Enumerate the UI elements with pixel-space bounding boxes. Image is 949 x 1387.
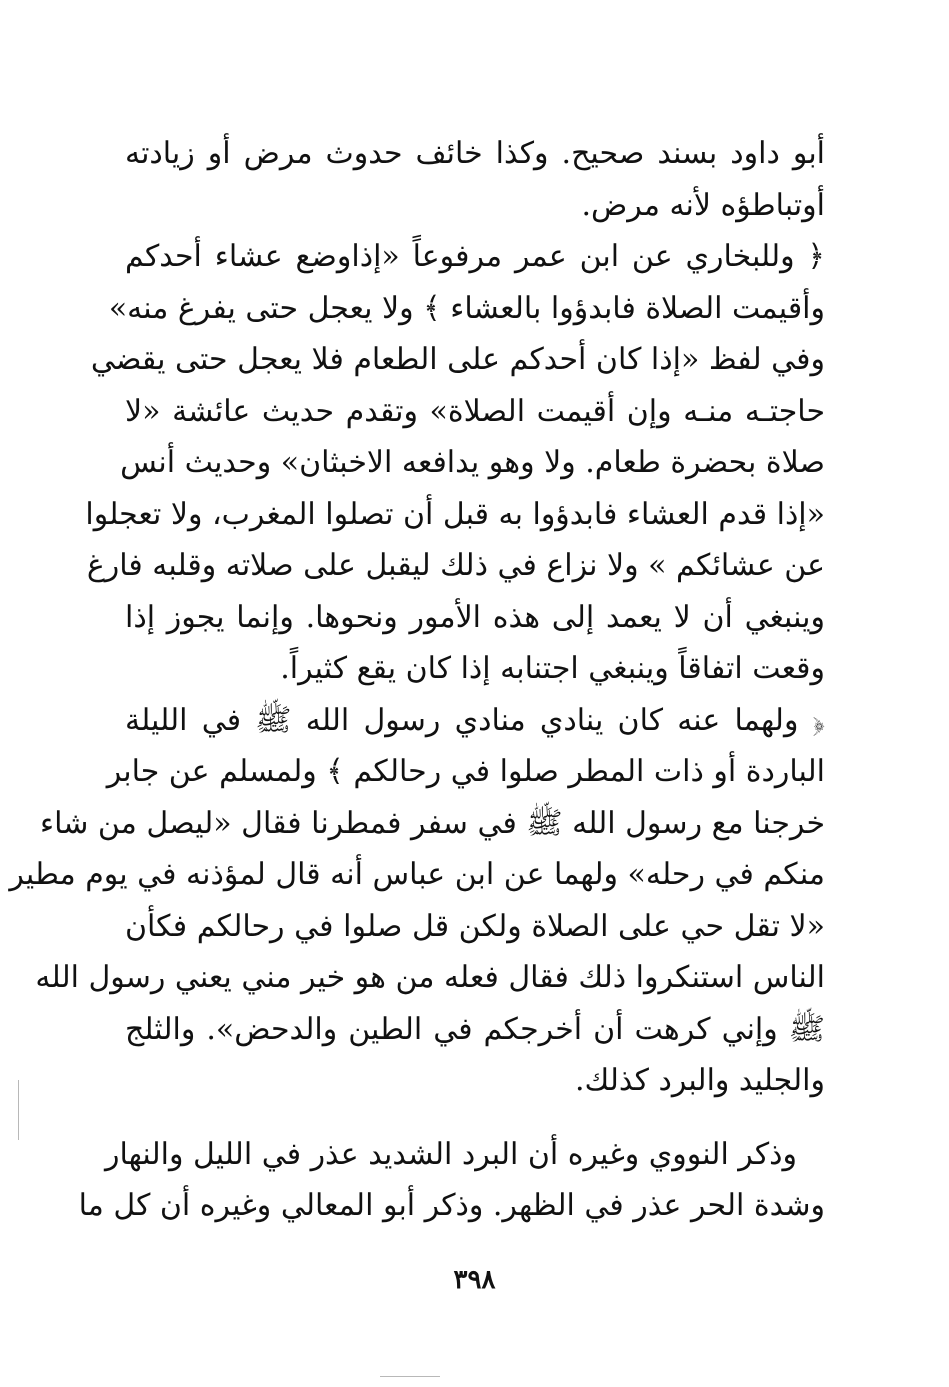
text-line: ﴿ وللبخاري عن ابن عمر مرفوعاً «إذاوضع عشاء أحدكم <box>125 239 825 274</box>
text-line: صلاة بحضرة طعام. ولا وهو يدافعه الاخبثان» وحديث أنس <box>120 445 825 480</box>
text-line: «لا تقل حي على الصلاة ولكن قل صلوا في رحالكم فكأن <box>125 908 825 944</box>
text-line: منكم في رحله» ولهما عن ابن عباس أنه قال لمؤذنه في يوم مطير <box>9 857 825 892</box>
text-line: أبو داود بسند صحيح. وكذا خائف حدوث مرض أو زيادته <box>125 136 825 171</box>
text-line: وفي لفظ «إذا كان أحدكم على الطعام فلا يعجل حتى يقضي <box>90 342 825 377</box>
text-line: ﴿ ولهما عنه كان ينادي منادي رسول الله ﷺ في الليلة <box>125 702 825 738</box>
text-line: ﷺ وإني كرهت أن أخرجكم في الطين والدحض». والثلج <box>125 1011 825 1047</box>
body-text <box>9 128 825 1232</box>
text-line: وأقيمت الصلاة فابدؤوا بالعشاء ﴾ ولا يعجل حتى يفرغ منه» <box>108 290 825 326</box>
text-line: أوتباطؤه لأنه مرض. <box>581 187 825 223</box>
text-line: وينبغي أن لا يعمد إلى هذه الأمور ونحوها. وإنما يجوز إذا <box>125 599 825 635</box>
text-line: «إذا قدم العشاء فابدؤوا به قبل أن تصلوا المغرب، ولا تعجلوا <box>85 496 825 532</box>
paragraph-gap <box>125 1107 825 1129</box>
text-line: والجليد والبرد كذلك. <box>574 1063 825 1098</box>
page-number: ٣٩٨ <box>453 1265 496 1295</box>
text-line: خرجنا مع رسول الله ﷺ في سفر فمطرنا فقال «ليصل من شاء <box>40 805 825 841</box>
text-line: عن عشائكم » ولا نزاع في ذلك ليقبل على صلاته وقلبه فارغ <box>86 548 825 583</box>
text-line: الباردة أو ذات المطر صلوا في رحالكم ﴾ ولمسلم عن جابر <box>106 754 825 789</box>
text-line: وشدة الحر عذر في الظهر. وذكر أبو المعالي وغيره أن كل ما <box>78 1188 825 1223</box>
scan-artifact-line <box>380 1376 440 1377</box>
text-line: حاجتـه منـه وإن أقيمت الصلاة» وتقدم حديث عائشة «لا <box>125 393 825 429</box>
text-line: وقعت اتفاقاً وينبغي اجتنابه إذا كان يقع كثيراً. <box>280 651 825 686</box>
scan-artifact-line <box>18 1080 19 1140</box>
text-line: الناس استنكروا ذلك فقال فعله من هو خير مني يعني رسول الله <box>35 960 825 995</box>
text-line: وذكر النووي وغيره أن البرد الشديد عذر في الليل والنهار <box>104 1136 797 1172</box>
